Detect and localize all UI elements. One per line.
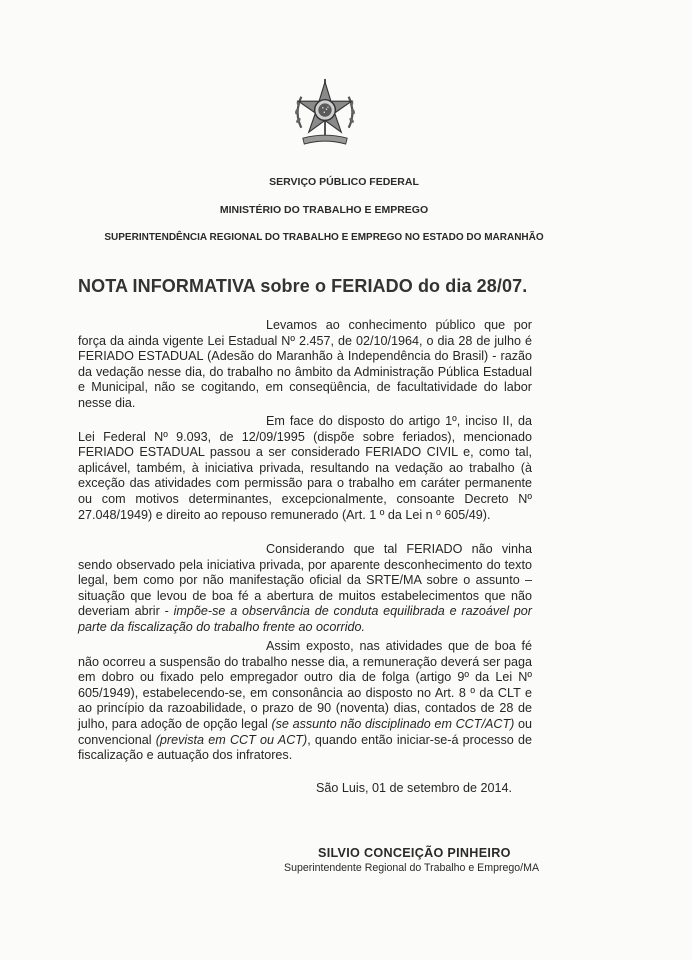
paragraph-1: [78, 318, 532, 412]
document-title: NOTA INFORMATIVA sobre o FERIADO do dia 28/07.: [78, 276, 528, 296]
paragraph-3-regular: Considerando que tal FERIADO não vinha sendo observado pela iniciativa privada, por aparente desconhecimento do texto legal, bem como por não manifestação oficial da SRTE/MA sobre o assunto – situação que levou de boa fé a abertura de muitos estabelecimentos que não deveriam abrir -: [78, 542, 532, 619]
paragraph-2-text: Em face do disposto do artigo 1º, inciso II, da Lei Federal Nº 9.093, de 12/09/1995 (dispõe sobre feriados), mencionado FERIADO ESTADUAL passou a ser considerado FERIADO CIVIL e, como tal, aplicável, também, à iniciativa privada, resultando na vedação ao trabalho (à exceção das atividades com permissão para o trabalho em caráter permanente ou com motivos determinantes, excepcionalmente, consoante Decreto Nº 27.048/1949) e direito ao repouso remunerado (Art. 1 º da Lei n º 605/49).: [78, 414, 532, 522]
signature-title: Superintendente Regional do Trabalho e Emprego/MA: [284, 862, 540, 874]
paragraph-4-regular-c: , quando então iniciar-se-á processo de fiscalização e autuação dos infratores.: [78, 732, 532, 763]
header-service-line: SERVIÇO PÚBLICO FEDERAL: [269, 176, 419, 188]
signature-name: SILVIO CONCEIÇÃO PINHEIRO: [318, 846, 511, 860]
coat-of-arms-icon: [288, 76, 362, 150]
header-superintendence-line: SUPERINTENDÊNCIA REGIONAL DO TRABALHO E EMPREGO NO ESTADO DO MARANHÃO: [104, 232, 544, 243]
paragraph-3-italic: impõe-se a observância de conduta equilibrada e razoável por parte da fiscalização do trabalho frente ao ocorrido.: [78, 604, 532, 634]
paragraph-3: [78, 542, 532, 636]
paragraph-4-regular-a: Assim exposto, nas atividades que de boa fé não ocorreu a suspensão do trabalho nesse dia, a remuneração deverá ser paga em dobro ou fixado pelo empregador outro dia de folga (artigo 9º da Lei Nº 605/1949), estabelecendo-se, em consonância ao disposto no Art. 8 º da CLT e ao princípio da razoabilidade, o prazo de 90 (noventa) dias, contados de 28 de julho, para adoção de opção legal: [78, 639, 532, 731]
header-ministry-line: MINISTÉRIO DO TRABALHO E EMPREGO: [219, 204, 429, 216]
paragraph-4-regular-b: ou convencional: [78, 716, 533, 747]
paragraph-4-italic-b: (prevista em CCT ou ACT): [155, 732, 308, 747]
paragraph-3-text: [78, 542, 532, 636]
paragraph-4: [78, 639, 532, 764]
paragraph-4-italic-a: (se assunto não disciplinado em CCT/ACT): [271, 716, 515, 731]
paragraph-1-text: Levamos ao conhecimento público que por força da ainda vigente Lei Estadual Nº 2.457, de 02/10/1964, o dia 28 de julho é FERIADO ESTADUAL (Adesão do Maranhão à Independência do Brasil) - razão da vedação nesse dia, do trabalho no âmbito da Administração Pública Estadual e Municipal, não se cogitando, em conseqüência, de facultatividade do labor nesse dia.: [78, 318, 532, 410]
document-date: São Luis, 01 de setembro de 2014.: [316, 781, 513, 795]
paragraph-2: [78, 414, 532, 523]
paragraph-4-text: [78, 639, 532, 764]
